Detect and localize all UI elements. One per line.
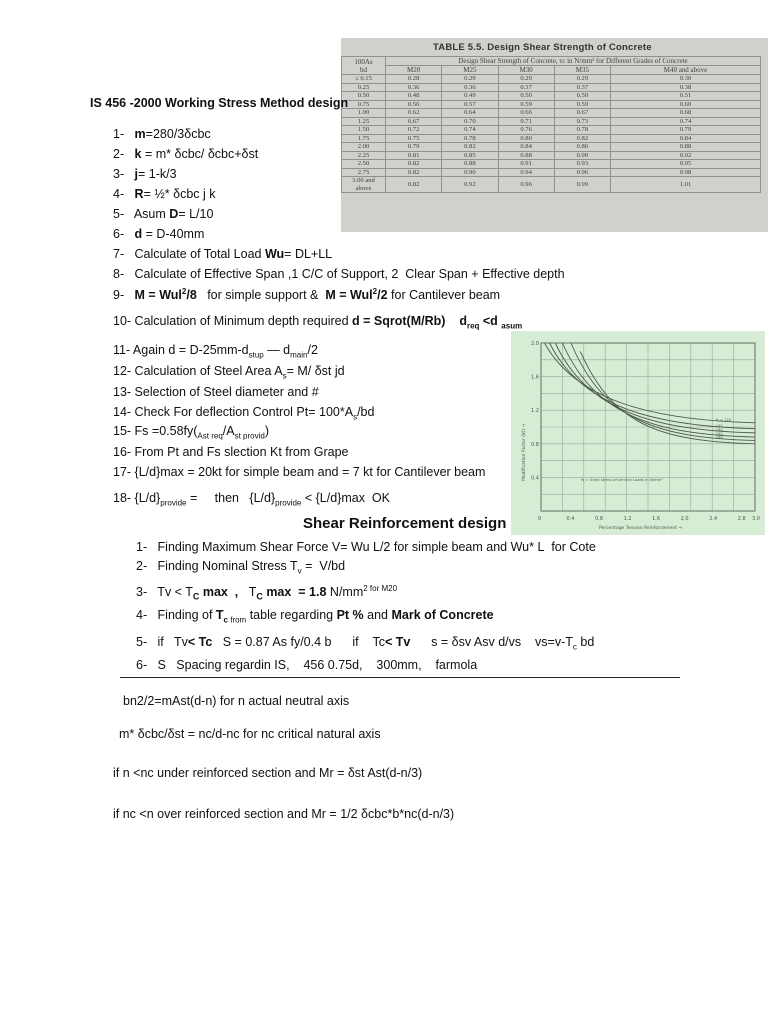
table-value-cell: 0.94 xyxy=(498,168,554,177)
table-value-cell: 0.82 xyxy=(554,134,610,143)
table-pt-cell: 2.25 xyxy=(342,151,386,160)
graph-curve-label: 290 xyxy=(715,435,723,440)
table-pt-cell: 3.00 and above xyxy=(342,177,386,193)
table-pt-cell: 0.25 xyxy=(342,83,386,92)
table-row xyxy=(342,100,761,109)
graph-note: fs = Steel stress of service Loads in N/mm² xyxy=(581,477,663,482)
table-row xyxy=(342,168,761,177)
table-value-cell: 0.80 xyxy=(498,134,554,143)
table-value-cell: 0.95 xyxy=(611,160,761,169)
graph-xtick: 2.4 xyxy=(709,516,718,522)
table-value-cell: 0.79 xyxy=(386,143,442,152)
note-over-reinforced: if nc <n over reinforced section and Mr = 1/2 δcbc*b*nc(d-n/3) xyxy=(113,807,455,821)
note-neutral-axis: bn2/2=mAst(d-n) for n actual neutral axis xyxy=(123,694,350,708)
table-value-cell: 0.74 xyxy=(442,126,498,135)
table-pt-cell: 1.00 xyxy=(342,109,386,118)
note-under-reinforced: if n <nc under reinforced section and Mr = δst Ast(d-n/3) xyxy=(113,766,423,780)
grade-header: M25 xyxy=(442,66,498,75)
table-row xyxy=(342,143,761,152)
table-row xyxy=(342,134,761,143)
grade-header: M20 xyxy=(386,66,442,75)
step-8: 8- Calculate of Effective Span ,1 C/C of Support, 2 Clear Span + Effective depth xyxy=(113,267,565,281)
table-pt-cell: 2.00 xyxy=(342,143,386,152)
graph-ytick: 0.8 xyxy=(531,441,539,448)
table-value-cell: 0.90 xyxy=(442,168,498,177)
table-value-cell: 0.79 xyxy=(611,126,761,135)
table-value-cell: 0.29 xyxy=(442,75,498,84)
table-row xyxy=(342,177,761,193)
grade-header: M40 and above xyxy=(611,66,761,75)
table-value-cell: 0.73 xyxy=(554,117,610,126)
table-value-cell: 0.59 xyxy=(498,100,554,109)
table-value-cell: 0.62 xyxy=(386,109,442,118)
shear-strength-table-photo xyxy=(341,38,768,232)
grade-header: M35 xyxy=(554,66,610,75)
table-value-cell: 0.29 xyxy=(498,75,554,84)
graph-ylabel: Modification Factor (kt) → xyxy=(522,423,527,481)
table-value-cell: 0.74 xyxy=(611,117,761,126)
col0-header-top: 100As xyxy=(354,57,373,66)
graph-curve-label: 240 xyxy=(715,432,723,437)
table-col0-header xyxy=(342,57,386,75)
table-row xyxy=(342,117,761,126)
table-value-cell: 0.84 xyxy=(611,134,761,143)
table-row xyxy=(342,109,761,118)
graph-xtick: 0.4 xyxy=(566,516,575,522)
graph-xtick: 0.8 xyxy=(595,516,604,522)
graph-xtick: 3.0 xyxy=(752,516,760,522)
table-value-cell: 0.30 xyxy=(611,75,761,84)
step-9: 9- M = Wul$^2$/8 for simple support & M = Wul$^2$/2 for Cantilever beam xyxy=(113,287,501,303)
step-7: 7- Calculate of Total Load Wu= DL+LL xyxy=(113,247,333,261)
step-6: 6- d = D-40mm xyxy=(113,227,205,241)
step-11: 11- Again $d = D-25mm-d_{stup}$ — $d_{main}/2$ xyxy=(113,343,318,360)
shear-step-2: 2- Finding Nominal Stress $T_v = V/bd$ xyxy=(136,559,346,576)
table-value-cell: 0.57 xyxy=(442,100,498,109)
step-2: 2- k = m* δcbc/ δcbc+δst xyxy=(113,147,259,161)
table-value-cell: 0.88 xyxy=(611,143,761,152)
step-15: 15- $Fs =0.58fy(_{Ast req}/A_{st provid})$ xyxy=(113,424,269,441)
graph-ytick: 1.6 xyxy=(531,374,539,381)
table-value-cell: 0.86 xyxy=(554,143,610,152)
table-value-cell: 1.01 xyxy=(611,177,761,193)
table-value-cell: 0.37 xyxy=(498,83,554,92)
table-value-cell: 0.36 xyxy=(386,83,442,92)
table-value-cell: 0.82 xyxy=(442,143,498,152)
table-group-header: Design Shear Strength of Concrete, τc in N/mm² for Different Grades of Concrete xyxy=(386,57,761,66)
step-18: 18- $\{L/d\}_{provide}$ = then $\{L/d\}_{provide} < \{L/d\}\max$ OK xyxy=(113,491,390,508)
graph-ytick: 1.2 xyxy=(531,408,539,415)
step-17: 17- {L/d}max = 20kt for simple beam and = 7 kt for Cantilever beam xyxy=(113,465,486,479)
step-12: 12- Calculation of Steel Area $A_s= M/$ δst jd xyxy=(113,364,345,381)
table-value-cell: 0.29 xyxy=(554,75,610,84)
step-4: 4- R= ½* δcbc j k xyxy=(113,187,216,201)
table-value-cell: 0.37 xyxy=(554,83,610,92)
table-caption: TABLE 5.5. Design Shear Strength of Concrete xyxy=(433,42,652,53)
shear-step-4: 4- Finding of $T_{c from}$ table regarding Pt % and Mark of Concrete xyxy=(136,608,494,625)
table-value-cell: 0.66 xyxy=(498,109,554,118)
graph-xtick: 2.0 xyxy=(680,516,689,522)
table-pt-cell: 1.50 xyxy=(342,126,386,135)
table-row xyxy=(342,126,761,135)
page-title: IS 456 -2000 Working Stress Method design xyxy=(90,96,349,110)
table-value-cell: 0.38 xyxy=(611,83,761,92)
table-value-cell: 0.50 xyxy=(498,92,554,101)
table-value-cell: 0.48 xyxy=(386,92,442,101)
table-value-cell: 0.90 xyxy=(554,151,610,160)
table-pt-cell: 2.75 xyxy=(342,168,386,177)
table-value-cell: 0.36 xyxy=(442,83,498,92)
step-5: 5- Asum D= L/10 xyxy=(113,207,214,221)
step-10: 10- Calculation of Minimum depth required d = Sqrot(M/Rb) $d_{req} <d$ $_{asum}$ xyxy=(113,314,523,331)
table-value-cell: 0.93 xyxy=(554,160,610,169)
step-13: 13- Selection of Steel diameter and # xyxy=(113,385,319,399)
table-value-cell: 0.67 xyxy=(386,117,442,126)
table-value-cell: 0.50 xyxy=(554,92,610,101)
shear-step-5: 5- if Tv< Tc S = 0.87 As fy/0.4 b if Tc< Tv s = δsv Asv d/vs $vs=v-T_c$ bd xyxy=(136,635,595,652)
table-value-cell: 0.72 xyxy=(386,126,442,135)
graph-curve-label: 190 xyxy=(715,428,723,433)
table-row xyxy=(342,75,761,84)
note-critical-axis: m* δcbc/δst = nc/d-nc for nc critical natural axis xyxy=(119,727,381,741)
table-value-cell: 0.92 xyxy=(442,177,498,193)
step-14: 14- Check For deflection Control $Pt= 100*A_s/bd$ xyxy=(113,405,375,422)
table-value-cell: 0.59 xyxy=(554,100,610,109)
table-row xyxy=(342,92,761,101)
table-value-cell: 0.67 xyxy=(554,109,610,118)
table-row xyxy=(342,151,761,160)
table-pt-cell: ≤ 0.15 xyxy=(342,75,386,84)
grade-header: M30 xyxy=(498,66,554,75)
table-value-cell: 0.99 xyxy=(554,177,610,193)
graph-xtick: 2.8 xyxy=(737,516,746,522)
col0-header-bottom: bd xyxy=(360,65,367,74)
modification-factor-graph xyxy=(511,331,765,535)
shear-step-1: 1- Finding Maximum Shear Force V= Wu L/2 for simple beam and Wu* L for Cote xyxy=(136,540,596,554)
table-value-cell: 0.75 xyxy=(386,134,442,143)
shear-strength-table xyxy=(341,56,761,193)
table-value-cell: 0.76 xyxy=(498,126,554,135)
table-value-cell: 0.88 xyxy=(442,160,498,169)
table-value-cell: 0.78 xyxy=(442,134,498,143)
shear-step-6: 6- S Spacing regardin IS, 456 0.75d, 300mm, farmola xyxy=(136,658,478,672)
graph-xtick: 0 xyxy=(538,516,542,522)
table-value-cell: 0.56 xyxy=(386,100,442,109)
table-value-cell: 0.81 xyxy=(386,151,442,160)
graph-xtick: 1.6 xyxy=(652,516,661,522)
table-row xyxy=(342,83,761,92)
table-value-cell: 0.82 xyxy=(386,160,442,169)
table-value-cell: 0.88 xyxy=(498,151,554,160)
shear-heading: Shear Reinforcement design xyxy=(303,515,507,532)
graph-xlabel: Percentage Tension Reinforcement → xyxy=(599,526,683,531)
table-value-cell: 0.49 xyxy=(442,92,498,101)
table-value-cell: 0.51 xyxy=(611,92,761,101)
table-value-cell: 0.71 xyxy=(498,117,554,126)
step-16: 16- From Pt and Fs slection Kt from Grape xyxy=(113,445,349,459)
table-value-cell: 0.78 xyxy=(554,126,610,135)
table-pt-cell: 2.50 xyxy=(342,160,386,169)
table-row xyxy=(342,160,761,169)
table-value-cell: 0.60 xyxy=(611,100,761,109)
graph-curve-label: 145 xyxy=(715,423,723,428)
table-pt-cell: 0.75 xyxy=(342,100,386,109)
step-3: 3- j= 1-k/3 xyxy=(113,167,177,181)
modification-factor-graph-photo xyxy=(511,331,765,535)
table-value-cell: 0.64 xyxy=(442,109,498,118)
graph-curve-label: fs = 120 xyxy=(715,417,732,422)
table-pt-cell: 0.50 xyxy=(342,92,386,101)
table-value-cell: 0.82 xyxy=(386,168,442,177)
table-value-cell: 0.82 xyxy=(386,177,442,193)
graph-xtick: 1.2 xyxy=(623,516,632,522)
table-value-cell: 0.92 xyxy=(611,151,761,160)
table-value-cell: 0.91 xyxy=(498,160,554,169)
divider xyxy=(120,677,680,678)
table-value-cell: 0.98 xyxy=(611,168,761,177)
table-value-cell: 0.96 xyxy=(554,168,610,177)
table-value-cell: 0.70 xyxy=(442,117,498,126)
table-value-cell: 0.84 xyxy=(498,143,554,152)
step-1: 1- m=280/3δcbc xyxy=(113,127,211,141)
table-value-cell: 0.96 xyxy=(498,177,554,193)
table-value-cell: 0.85 xyxy=(442,151,498,160)
table-body xyxy=(342,75,761,193)
table-value-cell: 0.68 xyxy=(611,109,761,118)
table-pt-cell: 1.75 xyxy=(342,134,386,143)
graph-ytick: 2.0 xyxy=(531,341,539,347)
table-value-cell: 0.28 xyxy=(386,75,442,84)
graph-ytick: 0.4 xyxy=(531,475,539,482)
table-pt-cell: 1.25 xyxy=(342,117,386,126)
shear-step-3: 3- $Tv < T_C$ max , $T_C$ max = 1.8 $N/mm^{2 for M20}$ xyxy=(136,584,398,602)
